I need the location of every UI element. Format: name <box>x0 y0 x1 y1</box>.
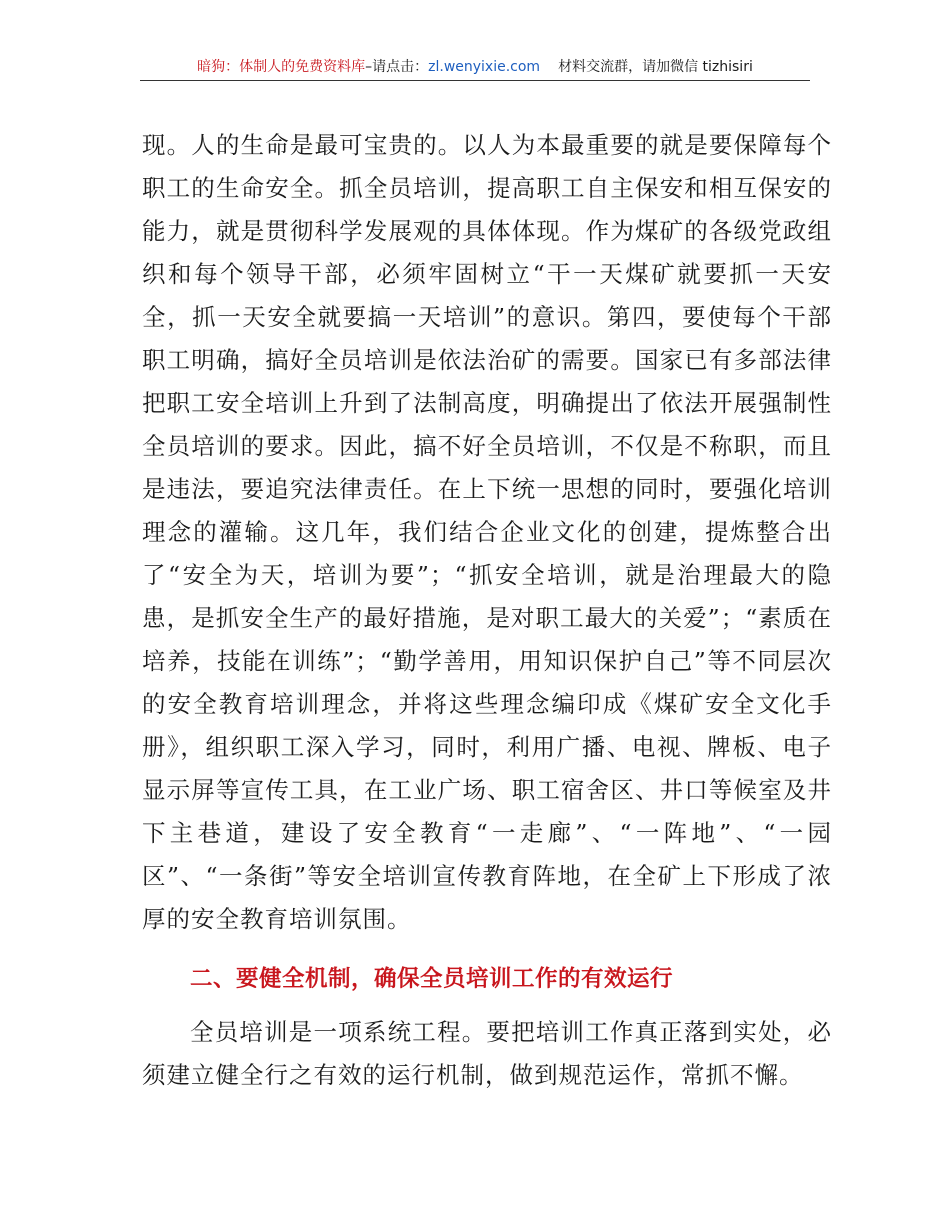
header-url-link[interactable]: zl.wenyixie.com <box>428 59 541 75</box>
body-paragraph-1: 现。人的生命是最可宝贵的。以人为本最重要的就是要保障每个职工的生命安全。抓全员培训，提高职工自主保安和相互保安的能力，就是贯彻科学发展观的具体体现。作为煤矿的各级党政组织和每个领导干部，必须牢固树立“干一天煤矿就要抓一天安全，抓一天安全就要搞一天培训”的意识。第四，要使每个干部职工明确，搞好全员培训是依法治矿的需要。国家已有多部法律把职工安全培训上升到了法制高度，明确提出了依法开展强制性全员培训的要求。因此，搞不好全员培训，不仅是不称职，而且是违法，要追究法律责任。在上下统一思想的同时，要强化培训理念的灌输。这几年，我们结合企业文化的创建，提炼整合出了“安全为天，培训为要”；“抓安全培训，就是治理最大的隐患，是抓安全生产的最好措施，是对职工最大的关爱”；“素质在培养，技能在训练”；“勤学善用，用知识保护自己”等不同层次的安全教育培训理念，并将这些理念编印成《煤矿安全文化手册》，组织职工深入学习，同时，利用广播、电视、牌板、电子显示屏等宣传工具，在工业广场、职工宿舍区、井口等候室及井下主巷道，建设了安全教育“一走廊”、“一阵地”、“一园区”、“一条街”等安全培训宣传教育阵地，在全矿上下形成了浓厚的安全教育培训氛围。 <box>142 131 832 933</box>
header-click-prompt: –请点击： <box>365 59 429 75</box>
document-body <box>142 124 832 1097</box>
page-header <box>140 58 810 81</box>
section-heading: 二、要健全机制，确保全员培训工作的有效运行 <box>190 966 674 992</box>
body-paragraph-2: 全员培训是一项系统工程。要把培训工作真正落到实处，必须建立健全行之有效的运行机制，做到规范运作，常抓不懈。 <box>142 1018 832 1089</box>
header-site-name: 暗狗：体制人的免费资料库 <box>197 59 366 75</box>
header-group-note: 材料交流群，请加微信 tizhisiri <box>558 59 753 75</box>
